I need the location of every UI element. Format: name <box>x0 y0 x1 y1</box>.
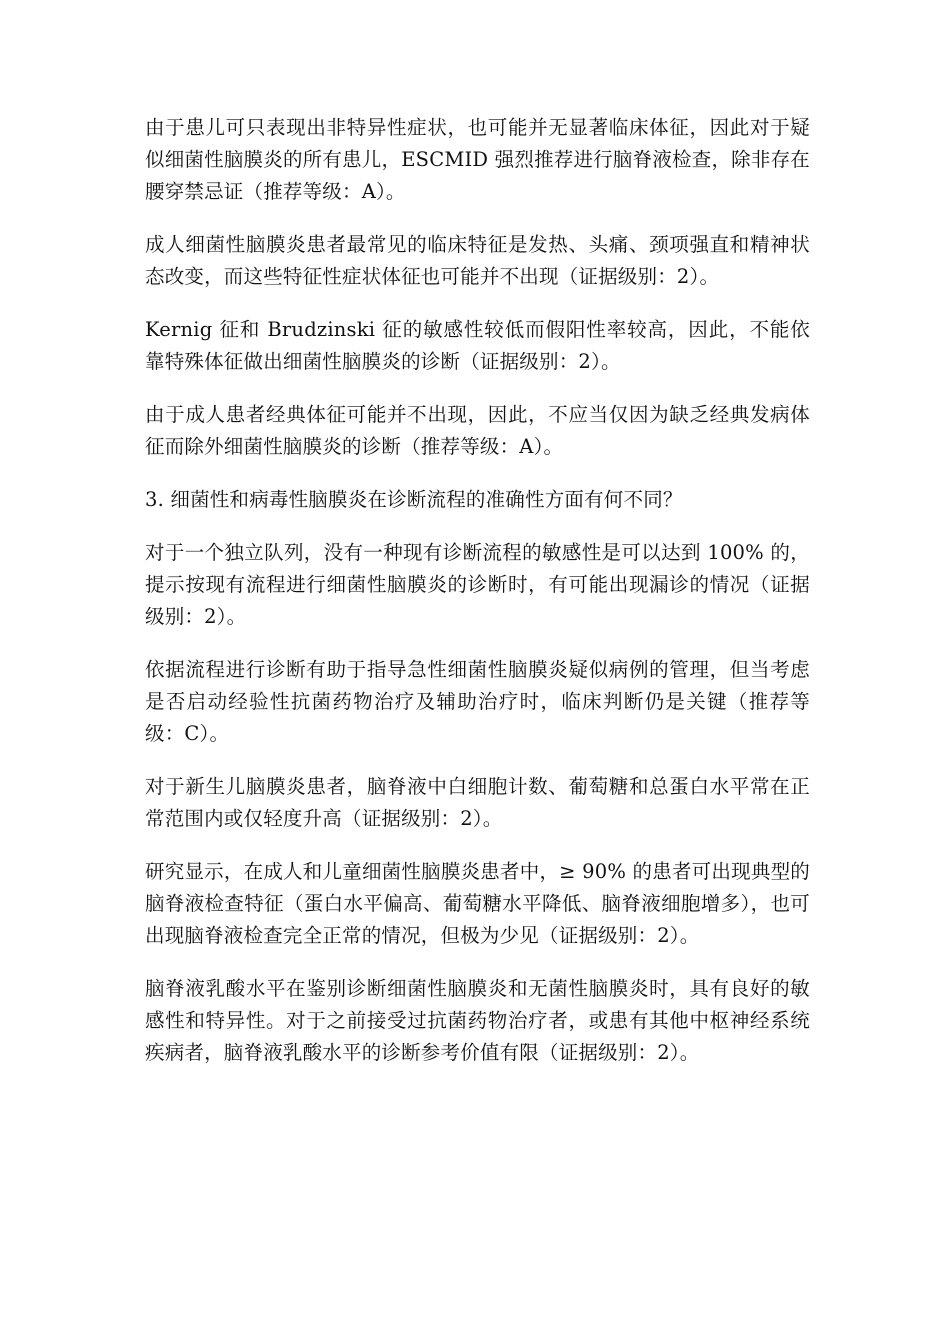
paragraph-escmid-lumbar-puncture: 由于患儿可只表现出非特异性症状，也可能并无显著临床体征，因此对于疑似细菌性脑膜炎的所有患儿，ESCMID 强烈推荐进行脑脊液检查，除非存在腰穿禁忌证（推荐等级：A）。 <box>145 116 810 203</box>
paragraph-classic-signs-absent: 由于成人患者经典体征可能并不出现，因此，不应当仅因为缺乏经典发病体征而除外细菌性脑膜炎的诊断（推荐等级：A）。 <box>145 403 810 458</box>
document-body <box>145 112 810 1090</box>
paragraph-algorithm-guidance: 依据流程进行诊断有助于指导急性细菌性脑膜炎疑似病例的管理，但当考虑是否启动经验性抗菌药物治疗及辅助治疗时，临床判断仍是关键（推荐等级：C）。 <box>145 658 810 745</box>
paragraph-kernig-brudzinski: Kernig 征和 Brudzinski 征的敏感性较低而假阳性率较高，因此，不能依靠特殊体征做出细菌性脑膜炎的诊断（证据级别：2）。 <box>145 318 810 373</box>
paragraph-csf-lactate: 脑脊液乳酸水平在鉴别诊断细菌性脑膜炎和无菌性脑膜炎时，具有良好的敏感性和特异性。对于之前接受过抗菌药物治疗者，或患有其他中枢神经系统疾病者，脑脊液乳酸水平的诊断参考价值有限（证据级别：2）。 <box>145 977 810 1064</box>
paragraph-adult-clinical-features: 成人细菌性脑膜炎患者最常见的临床特征是发热、头痛、颈项强直和精神状态改变，而这些特征性症状体征也可能并不出现（证据级别：2）。 <box>145 233 810 288</box>
paragraph-neonatal-csf: 对于新生儿脑膜炎患者，脑脊液中白细胞计数、葡萄糖和总蛋白水平常在正常范围内或仅轻度升高（证据级别：2）。 <box>145 775 810 830</box>
section-heading-question-3: 3. 细菌性和病毒性脑膜炎在诊断流程的准确性方面有何不同？ <box>145 488 683 511</box>
paragraph-algorithm-sensitivity: 对于一个独立队列，没有一种现有诊断流程的敏感性是可以达到 100% 的，提示按现有流程进行细菌性脑膜炎的诊断时，有可能出现漏诊的情况（证据级别：2）。 <box>145 541 810 628</box>
paragraph-csf-typical-features: 研究显示，在成人和儿童细菌性脑膜炎患者中，≥ 90% 的患者可出现典型的脑脊液检查特征（蛋白水平偏高、葡萄糖水平降低、脑脊液细胞增多），也可出现脑脊液检查完全正常的情况，但极为少见（证据级别：2）。 <box>145 860 810 947</box>
